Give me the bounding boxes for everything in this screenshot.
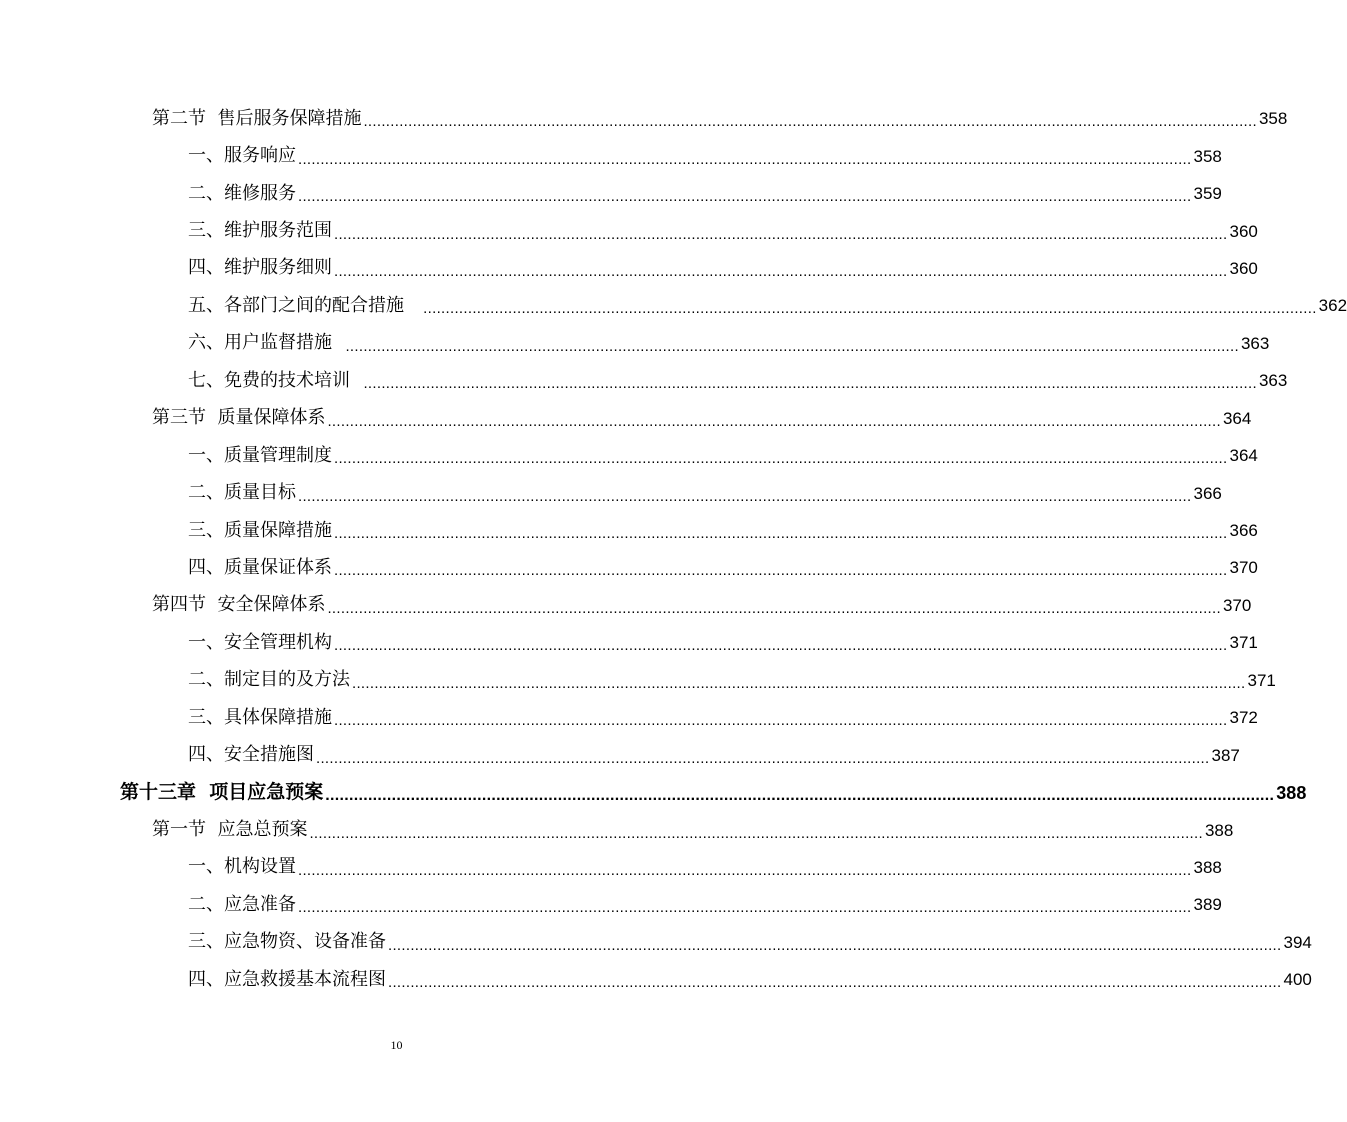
toc-entry-page-number: 387 — [1211, 745, 1240, 765]
dot-leader: ........................................................................................................................................................................................................ — [352, 674, 1246, 692]
dot-leader: ........................................................................................................................................................................................................ — [309, 824, 1203, 842]
dot-leader: ........................................................................................................................................................................................................ — [334, 450, 1228, 468]
dot-leader: ........................................................................................................................................................................................................ — [363, 113, 1257, 131]
dot-leader: ........................................................................................................................................................................................................ — [316, 749, 1210, 767]
toc-entry-title: 第二节 售后服务保障措施 — [152, 107, 362, 129]
toc-subsection-entry[interactable] — [0, 624, 1258, 661]
toc-subsection-entry[interactable] — [0, 512, 1258, 549]
toc-subsection-entry[interactable] — [0, 886, 1222, 923]
toc-entry-title: 二、维修服务 — [188, 182, 296, 204]
toc-entry-page-number: 400 — [1283, 970, 1312, 990]
toc-entry-page-number: 371 — [1247, 670, 1276, 690]
dot-leader: ........................................................................................................................................................................................................ — [298, 899, 1192, 917]
dot-leader: ........................................................................................................................................................................................................ — [334, 637, 1228, 655]
dot-leader: ........................................................................................................................................................................................................ — [325, 786, 1275, 804]
dot-leader: ........................................................................................................................................................................................................ — [298, 861, 1192, 879]
toc-entry-title: 四、应急救援基本流程图 — [188, 968, 386, 990]
toc-entry-page-number: 370 — [1222, 595, 1252, 615]
toc-subsection-entry[interactable] — [0, 549, 1258, 586]
toc-entry-title: 三、维护服务范围 — [188, 220, 332, 242]
dot-leader: ........................................................................................................................................................................................................ — [423, 300, 1317, 318]
toc-entry-title: 七、免费的技术培训 — [188, 369, 362, 391]
toc-chapter-entry[interactable] — [0, 774, 1307, 811]
dot-leader: ........................................................................................................................................................................................................ — [334, 262, 1228, 280]
toc-subsection-entry[interactable] — [0, 437, 1258, 474]
toc-subsection-entry[interactable] — [0, 137, 1222, 174]
toc-entry-page-number: 360 — [1229, 221, 1258, 241]
toc-subsection-entry[interactable] — [0, 662, 1276, 699]
dot-leader: ........................................................................................................................................................................................................ — [334, 225, 1228, 243]
toc-entry-page-number: 359 — [1193, 184, 1222, 204]
toc-entry-page-number: 364 — [1222, 408, 1252, 428]
toc-entry-title: 四、安全措施图 — [188, 744, 314, 766]
toc-entry-title: 一、质量管理制度 — [188, 444, 332, 466]
toc-entry-title: 四、质量保证体系 — [188, 556, 332, 578]
page-number: 10 — [390, 1038, 403, 1052]
toc-entry-title: 第三节 质量保障体系 — [152, 407, 326, 429]
toc-entry-page-number: 366 — [1229, 521, 1258, 541]
dot-leader: ........................................................................................................................................................................................................ — [298, 188, 1192, 206]
toc-subsection-entry[interactable] — [0, 287, 1347, 324]
dot-leader: ........................................................................................................................................................................................................ — [334, 712, 1228, 730]
toc-entry-title: 第一节 应急总预案 — [152, 819, 308, 841]
toc-entry-page-number: 358 — [1258, 109, 1288, 129]
toc-entry-page-number: 366 — [1193, 483, 1222, 503]
toc-entry-page-number: 362 — [1318, 296, 1347, 316]
toc-entry-title: 第四节 安全保障体系 — [152, 594, 326, 616]
toc-section-entry[interactable] — [0, 100, 1288, 137]
toc-subsection-entry[interactable] — [0, 924, 1312, 961]
toc-entry-page-number: 388 — [1276, 782, 1307, 803]
dot-leader: ........................................................................................................................................................................................................ — [345, 337, 1239, 355]
dot-leader: ........................................................................................................................................................................................................ — [388, 974, 1282, 992]
toc-entry-title: 一、安全管理机构 — [188, 631, 332, 653]
dot-leader: ........................................................................................................................................................................................................ — [298, 150, 1192, 168]
dot-leader: ........................................................................................................................................................................................................ — [363, 375, 1257, 393]
dot-leader: ........................................................................................................................................................................................................ — [327, 412, 1221, 430]
toc-subsection-entry[interactable] — [0, 325, 1270, 362]
toc-entry-title: 二、质量目标 — [188, 482, 296, 504]
dot-leader: ........................................................................................................................................................................................................ — [334, 525, 1228, 543]
toc-entry-page-number: 389 — [1193, 895, 1222, 915]
toc-entry-title: 一、服务响应 — [188, 145, 296, 167]
toc-section-entry[interactable] — [0, 400, 1252, 437]
dot-leader: ........................................................................................................................................................................................................ — [298, 487, 1192, 505]
toc-entry-title: 三、具体保障措施 — [188, 706, 332, 728]
toc-entry-page-number: 394 — [1283, 932, 1312, 952]
dot-leader: ........................................................................................................................................................................................................ — [388, 936, 1282, 954]
toc-entry-page-number: 370 — [1229, 558, 1258, 578]
toc-entry-page-number: 388 — [1193, 857, 1222, 877]
toc-subsection-entry[interactable] — [0, 961, 1312, 998]
toc-entry-title: 三、质量保障措施 — [188, 519, 332, 541]
toc-entry-title: 四、维护服务细则 — [188, 257, 332, 279]
toc-entry-page-number: 360 — [1229, 258, 1258, 278]
toc-entry-title: 第十三章 项目应急预案 — [120, 781, 324, 804]
toc-section-entry[interactable] — [0, 811, 1234, 848]
toc-subsection-entry[interactable] — [0, 849, 1222, 886]
toc-entry-title: 二、应急准备 — [188, 893, 296, 915]
toc-subsection-entry[interactable] — [0, 250, 1258, 287]
toc-subsection-entry[interactable] — [0, 699, 1258, 736]
toc-entry-title: 三、应急物资、设备准备 — [188, 931, 386, 953]
table-of-contents — [0, 100, 1347, 999]
toc-entry-page-number: 388 — [1204, 820, 1234, 840]
toc-entry-title: 五、各部门之间的配合措施 — [188, 294, 422, 316]
toc-entry-page-number: 358 — [1193, 146, 1222, 166]
toc-subsection-entry[interactable] — [0, 212, 1258, 249]
toc-subsection-entry[interactable] — [0, 362, 1288, 399]
toc-entry-page-number: 363 — [1258, 371, 1288, 391]
toc-subsection-entry[interactable] — [0, 474, 1222, 511]
toc-entry-page-number: 371 — [1229, 633, 1258, 653]
dot-leader: ........................................................................................................................................................................................................ — [327, 599, 1221, 617]
toc-entry-page-number: 372 — [1229, 708, 1258, 728]
toc-entry-title: 二、制定目的及方法 — [188, 669, 350, 691]
toc-entry-page-number: 364 — [1229, 446, 1258, 466]
toc-entry-title: 六、用户监督措施 — [188, 332, 344, 354]
toc-entry-title: 一、机构设置 — [188, 856, 296, 878]
dot-leader: ........................................................................................................................................................................................................ — [334, 562, 1228, 580]
toc-section-entry[interactable] — [0, 587, 1252, 624]
toc-subsection-entry[interactable] — [0, 736, 1240, 773]
toc-entry-page-number: 363 — [1240, 333, 1270, 353]
toc-subsection-entry[interactable] — [0, 175, 1222, 212]
